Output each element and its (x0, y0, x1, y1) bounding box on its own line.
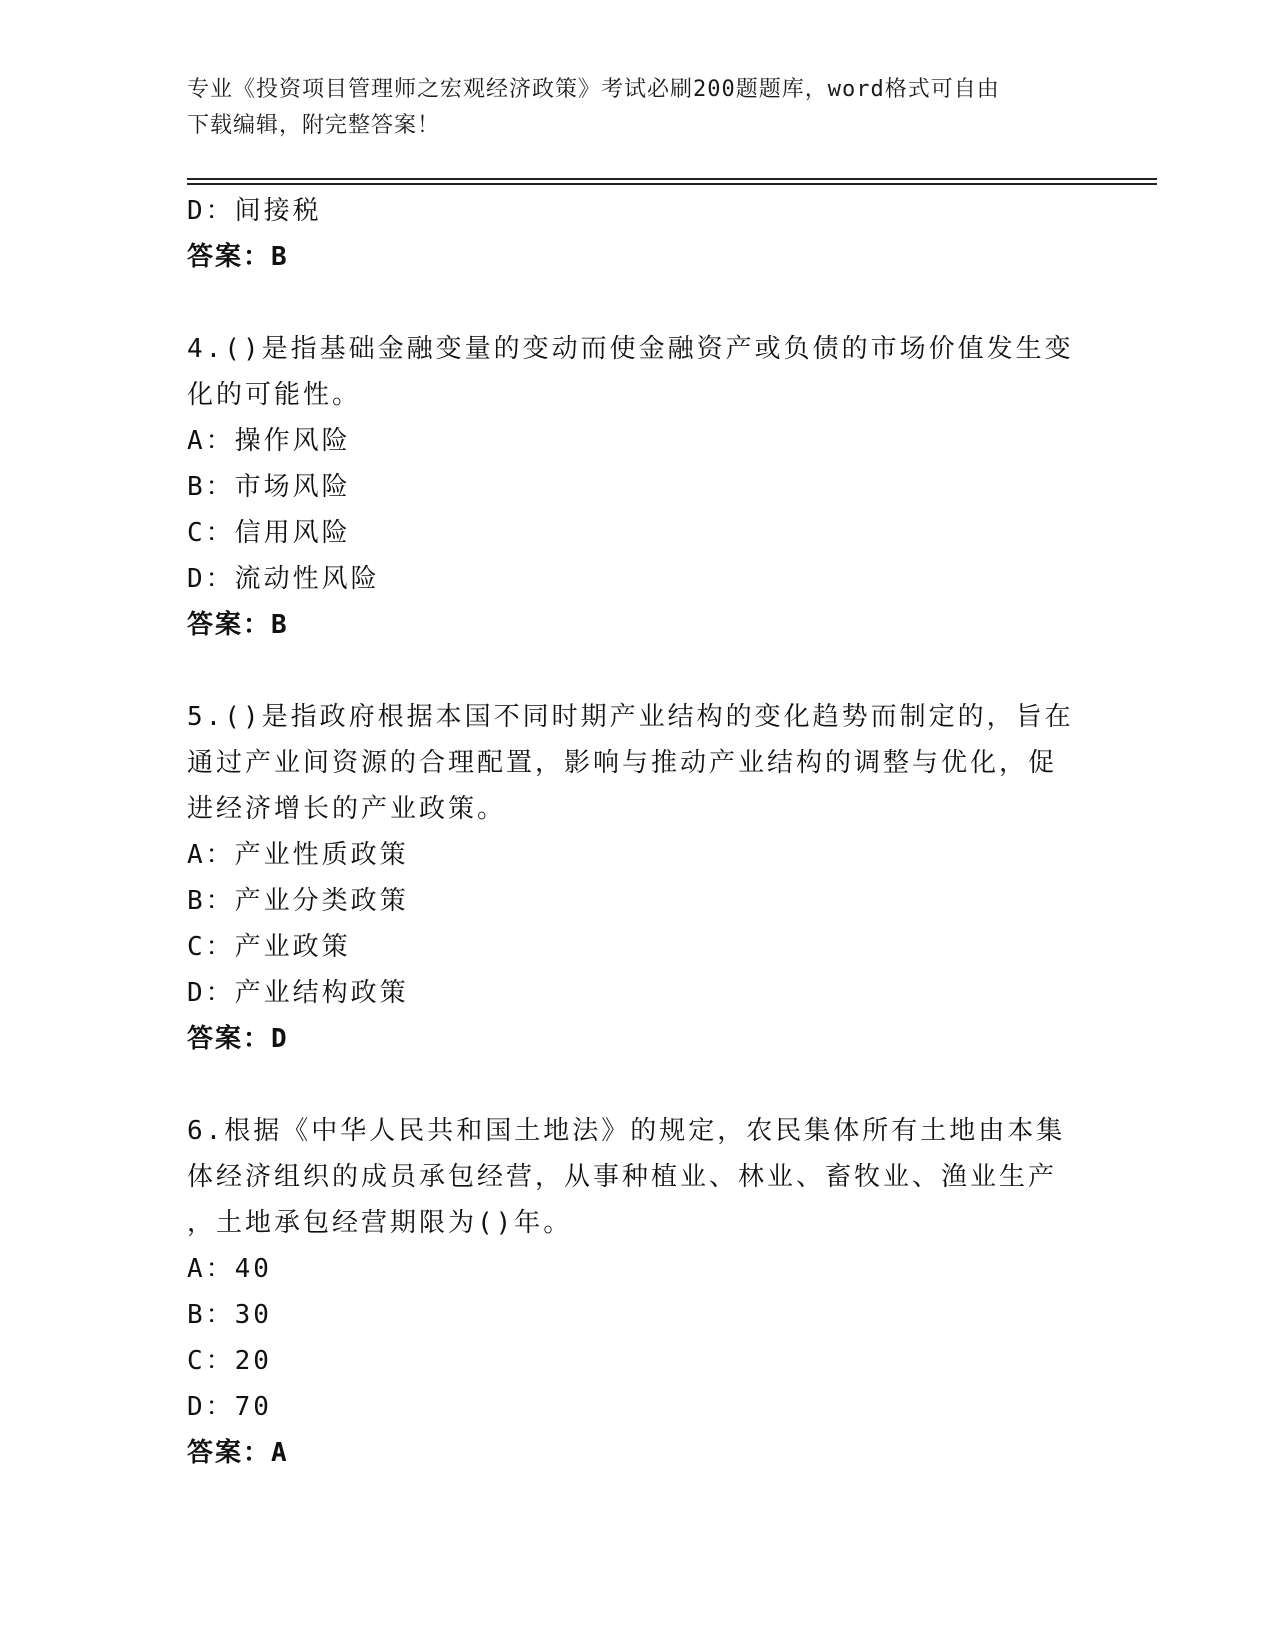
option-d: D：产业结构政策 (187, 978, 409, 1008)
question-gap (187, 1062, 1067, 1108)
question-text-line: 4.()是指基础金融变量的变动而使金融资产或负债的市场价值发生变 (187, 334, 1074, 364)
document-body (187, 188, 1074, 1476)
question-gap (187, 280, 1067, 326)
option-d: D：间接税 (187, 196, 322, 226)
option-c: C：信用风险 (187, 518, 351, 548)
option-d: D：流动性风险 (187, 564, 380, 594)
question-text-line: 5.()是指政府根据本国不同时期产业结构的变化趋势而制定的，旨在 (187, 702, 1074, 732)
header-line-1: 专业《投资项目管理师之宏观经济政策》考试必刷200题题库，word格式可自由 (187, 77, 1000, 102)
answer: 答案：B (187, 242, 289, 272)
document-header (187, 72, 1067, 144)
question-text-line: 通过产业间资源的合理配置，影响与推动产业结构的调整与优化，促 (187, 748, 1058, 778)
previous-question-tail (187, 188, 1067, 280)
option-d: D：70 (187, 1392, 272, 1422)
question-text-line: ，土地承包经营期限为()年。 (187, 1208, 573, 1238)
answer: 答案：B (187, 610, 289, 640)
question-6 (187, 1108, 1067, 1476)
header-line-2: 下载编辑，附完整答案！ (187, 113, 441, 138)
question-text-line: 6.根据《中华人民共和国土地法》的规定，农民集体所有土地由本集 (187, 1116, 1066, 1146)
question-text-line: 化的可能性。 (187, 380, 362, 410)
question-text-line: 进经济增长的产业政策。 (187, 794, 507, 824)
question-4 (187, 326, 1074, 648)
answer: 答案：A (187, 1438, 289, 1468)
option-a: A：操作风险 (187, 426, 351, 456)
question-gap (187, 648, 1067, 694)
option-a: A：40 (187, 1254, 272, 1284)
header-rule-bottom (187, 183, 1157, 185)
answer: 答案：D (187, 1024, 289, 1054)
option-b: B：30 (187, 1300, 272, 1330)
option-c: C：20 (187, 1346, 272, 1376)
option-a: A：产业性质政策 (187, 840, 409, 870)
option-b: B：产业分类政策 (187, 886, 409, 916)
option-b: B：市场风险 (187, 472, 351, 502)
question-text-line: 体经济组织的成员承包经营，从事种植业、林业、畜牧业、渔业生产 (187, 1162, 1058, 1192)
question-5 (187, 694, 1074, 1062)
option-c: C：产业政策 (187, 932, 351, 962)
header-rule-top (187, 178, 1157, 180)
